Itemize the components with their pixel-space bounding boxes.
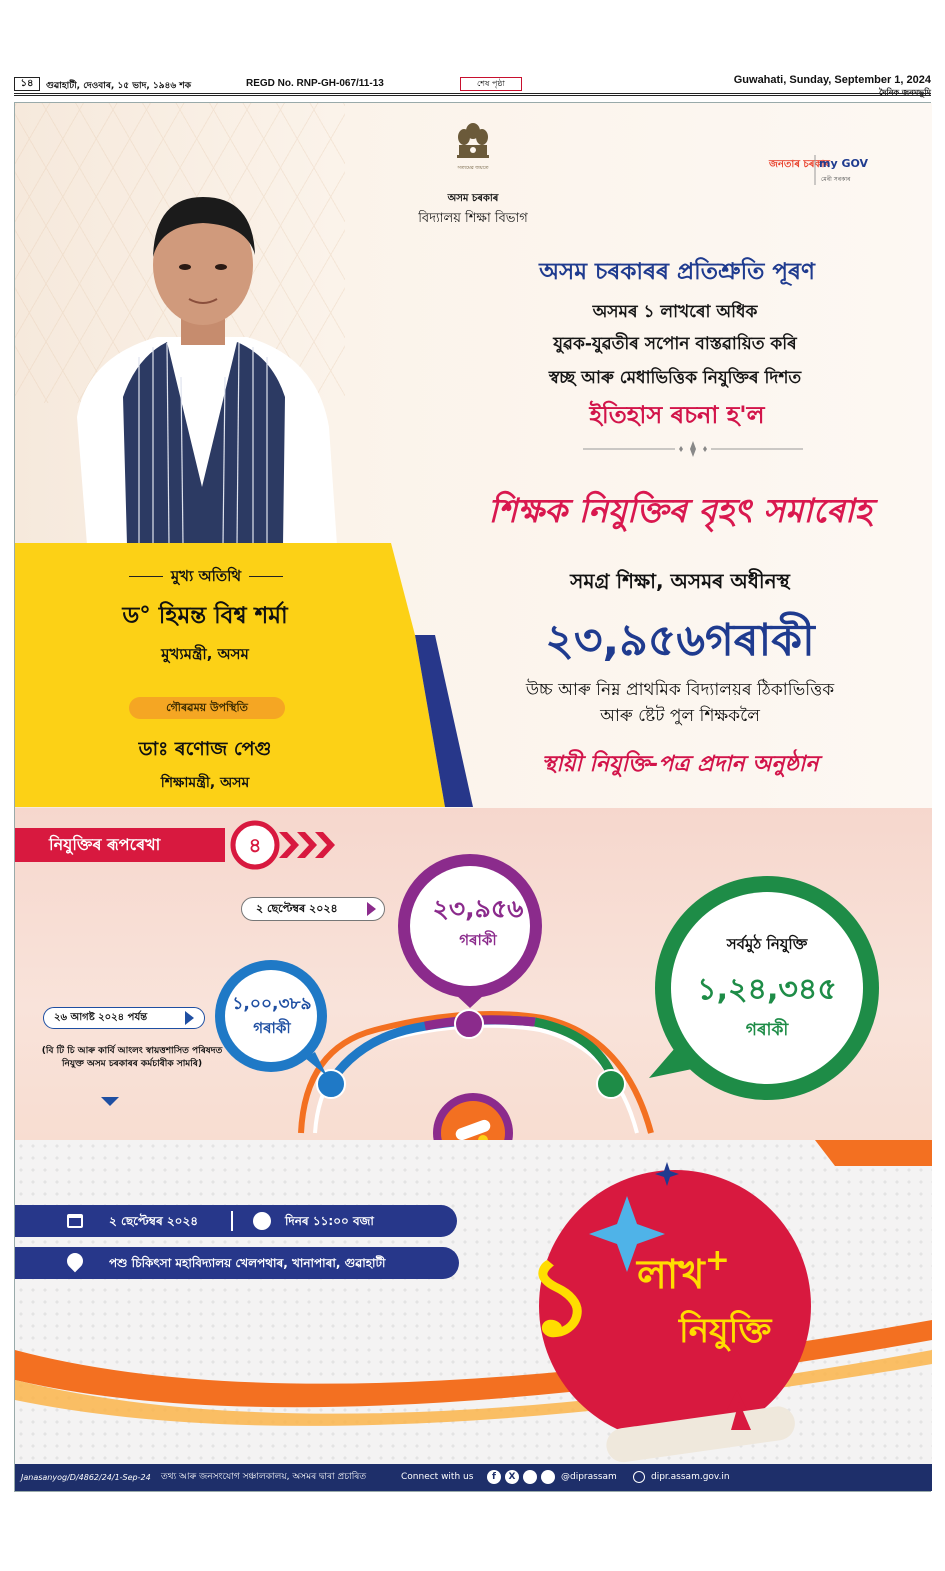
mygov-logo (767, 153, 869, 187)
subtitle-line-1: উচ্চ আৰু নিম্ন প্ৰাথমিক বিদ্যালয়ৰ ঠিকাভিত্তিক (525, 680, 835, 700)
decorative-divider (583, 441, 803, 457)
step-number: ৪ (248, 833, 262, 857)
bubble-1-value: ১,০০,৩৮৯ (232, 994, 312, 1014)
page-number: ১৪ (14, 77, 40, 91)
newspaper-name: দৈনিক জনমভূমি (879, 88, 931, 97)
state-emblem-icon (453, 121, 493, 175)
footer-connect: Connect with us (401, 1472, 474, 1482)
headline-line-2: যুৱক-যুৱতীৰ সপোন বাস্তৱায়িত কৰি (553, 334, 797, 354)
youtube-icon[interactable] (541, 1470, 555, 1484)
chief-guest-label: মুখ্য অতিথি (101, 565, 311, 590)
promise-heading: অসম চৰকাৰৰ প্ৰতিশ্ৰুতি পূৰণ (539, 259, 815, 285)
date-assamese: গুৱাহাটী, দেওবাৰ, ১৫ ভাদ, ১৯৪৬ শক (46, 81, 192, 91)
registration-number: REGD No. RNP-GH-067/11-13 (246, 78, 384, 89)
play-arrow-icon (185, 1011, 194, 1025)
date-pill-2 (43, 1007, 205, 1029)
history-heading: ইতিহাস ৰচনা হ'ল (589, 401, 765, 429)
mygov-small-text: মেৰী সৰকাৰ (821, 176, 851, 183)
facebook-icon[interactable]: f (487, 1470, 501, 1484)
venue-bar (15, 1247, 459, 1279)
down-arrow-icon (101, 1097, 119, 1106)
date-english: Guwahati, Sunday, September 1, 2024 (733, 74, 931, 86)
mygov-left-text: জনতাৰ চৰকাৰ (769, 159, 830, 170)
event-time: দিনৰ ১১:০০ বজা (285, 1214, 374, 1228)
guest-title: শিক্ষামন্ত্ৰী, অসম (160, 775, 250, 791)
date-pill-1-text: ২ ছেপ্টেম্বৰ ২০২৪ (256, 902, 338, 915)
header-rule (14, 93, 931, 96)
emblem-motto: সত্যমেৱ জয়তে (457, 165, 489, 171)
bubble-1-label: গৰাকী (253, 1019, 291, 1037)
roadmap-note: (বি টি চি আৰু কাৰ্বি আংলং স্বায়ত্তশাসিত পৰিষদত নিযুক্ত অসম চৰকাৰৰ কৰ্মচাৰীক সামৰি) (41, 1046, 223, 1069)
chief-minister-photo (57, 167, 347, 545)
government-name: অসম চৰকাৰ (447, 193, 499, 204)
newspaper-header (14, 74, 931, 97)
x-icon[interactable]: X (505, 1470, 519, 1484)
chief-guest-title: মুখ্যমন্ত্ৰী, অসম (161, 645, 249, 663)
guest-name: ডাঃ ৰণোজ পেগু (138, 738, 272, 760)
last-page-label: শেষ পৃষ্ঠা (460, 77, 522, 91)
lakh-number: ১ (525, 1234, 596, 1360)
samagra-heading: সমগ্ৰ শিক্ষা, অসমৰ অধীনস্থ (570, 569, 790, 593)
headline-line-1: অসমৰ ১ লাখৰো অধিক (592, 302, 758, 322)
lakh-word-text: লাখ (637, 1252, 705, 1298)
date-pill-2-text: ২৬ আগষ্ট ২০২৪ পৰ্যন্ত (54, 1012, 148, 1023)
footer-handle[interactable]: @diprassam (561, 1472, 617, 1482)
event-date: ২ ছেপ্টেম্বৰ ২০২৪ (109, 1214, 199, 1228)
lakh-word (637, 1243, 730, 1310)
play-arrow-icon (367, 902, 376, 916)
event-title: শিক্ষক নিযুক্তিৰ বৃহৎ সমাৰোহ (488, 491, 872, 530)
bubble-2-value: ২৩,৯৫৬ (432, 894, 524, 923)
instagram-icon[interactable] (523, 1470, 537, 1484)
subtitle-line-2: আৰু ষ্টেট পুল শিক্ষকলৈ (600, 706, 760, 726)
globe-icon (633, 1471, 645, 1483)
mygov-right-text: my GOV (819, 157, 869, 170)
event-venue: পশু চিকিৎসা মহাবিদ্যালয় খেলপথাৰ, খানাপাৰা, গুৱাহাটী (109, 1256, 386, 1270)
headline-line-3: স্বচ্ছ আৰু মেধাভিত্তিক নিযুক্তিৰ দিশত (548, 368, 802, 388)
footer-code: Janasanyog/D/4862/24/1-Sep-24 (21, 1473, 151, 1482)
ceremony-title: স্থায়ী নিযুক্তি-পত্ৰ প্ৰদান অনুষ্ঠান (541, 752, 819, 777)
clock-icon (253, 1212, 271, 1230)
location-pin-icon (64, 1250, 87, 1273)
advertisement (14, 102, 931, 1492)
presence-badge: গৌৰৱময় উপস্থিতি (129, 697, 285, 719)
footer-issuer: তথ্য আৰু জনসংযোগ সঞ্চালকালয়, অসমৰ দ্বাৰা প্ৰচাৰিত (161, 1472, 367, 1482)
footer-bar (15, 1464, 932, 1491)
date-pill-1 (241, 897, 385, 921)
date-time-bar (15, 1205, 457, 1237)
bubble-2-label: গৰাকী (459, 931, 497, 949)
appointment-word: নিযুক্তি (679, 1311, 772, 1351)
roadmap-tag: নিযুক্তিৰ ৰূপৰেখা (15, 828, 225, 862)
teacher-count: ২৩,৯৫৬গৰাকী (545, 615, 815, 666)
bubble-3-label: গৰাকী (745, 1020, 789, 1040)
plus-sign: + (704, 1243, 730, 1278)
chief-guest-name: ড° হিমন্ত বিশ্ব শৰ্মা (122, 603, 288, 629)
bubble-3-value: ১,২৪,৩৪৫ (697, 972, 837, 1007)
footer-website[interactable]: dipr.assam.gov.in (651, 1472, 730, 1482)
department-name: বিদ্যালয় শিক্ষা বিভাগ (418, 211, 528, 226)
calendar-icon (67, 1214, 83, 1228)
bottom-graphic (15, 1140, 932, 1464)
bar-separator (231, 1211, 233, 1231)
bubble-3-heading: সৰ্বমুঠ নিযুক্তি (726, 935, 808, 953)
